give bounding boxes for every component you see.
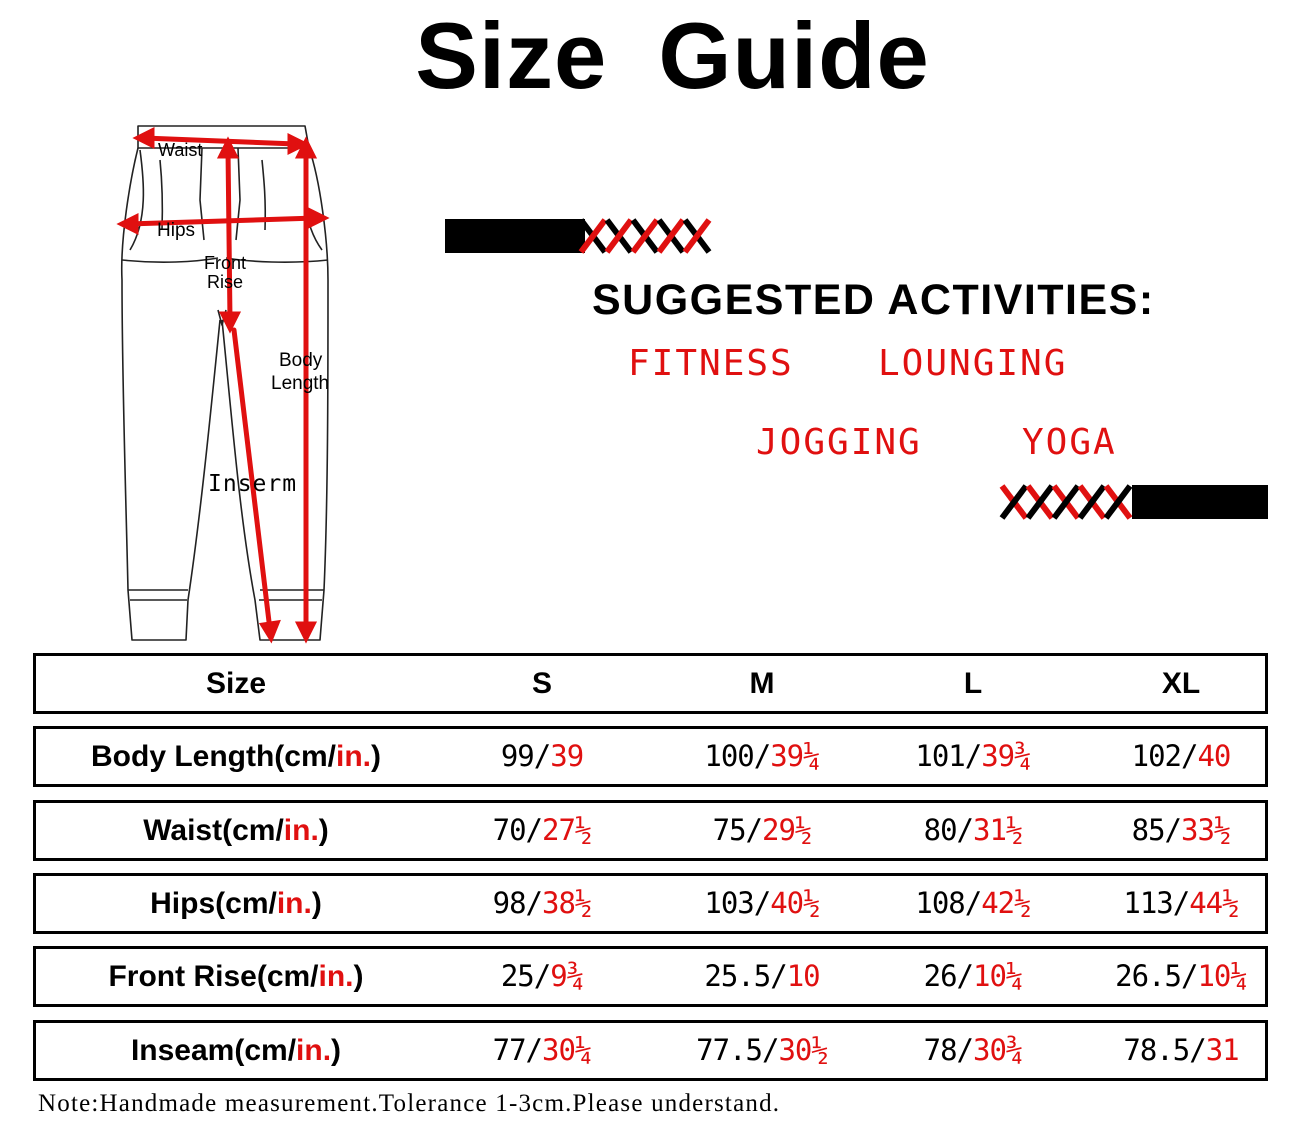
cell-l: 26/10¼ bbox=[923, 959, 1023, 993]
x-pattern-icon bbox=[998, 484, 1138, 520]
table-header-row bbox=[33, 653, 1268, 714]
decorative-bar-bottom bbox=[998, 484, 1268, 520]
cell-s: 25/9¾ bbox=[500, 959, 584, 993]
activity-lounging: LOUNGING bbox=[878, 343, 1068, 384]
inseam-label: Inserm bbox=[208, 471, 298, 497]
front-rise-label-line2: Rise bbox=[207, 272, 244, 292]
table-row bbox=[33, 726, 1268, 787]
cell-s: 77/30¼ bbox=[492, 1033, 592, 1067]
header-size-s: S bbox=[531, 667, 552, 700]
cell-xl: 113/44½ bbox=[1123, 886, 1239, 920]
page-title: Size Guide bbox=[415, 3, 930, 108]
cell-m: 100/39¼ bbox=[704, 739, 820, 773]
table-row bbox=[33, 1020, 1268, 1081]
row-label: Body Length(cm/in.) bbox=[91, 740, 381, 773]
header-size-l: L bbox=[963, 667, 983, 700]
cell-xl: 26.5/10¼ bbox=[1115, 959, 1247, 993]
cell-l: 80/31½ bbox=[923, 813, 1023, 847]
activity-jogging: JOGGING bbox=[756, 422, 922, 463]
hips-label: Hips bbox=[157, 220, 196, 241]
cell-xl: 78.5/31 bbox=[1123, 1033, 1239, 1067]
cell-m: 77.5/30½ bbox=[696, 1033, 828, 1067]
cell-m: 25.5/10 bbox=[704, 959, 820, 993]
activity-yoga: YOGA bbox=[1022, 422, 1117, 463]
cell-s: 98/38½ bbox=[492, 886, 592, 920]
cell-l: 108/42½ bbox=[915, 886, 1031, 920]
body-length-label-line1: Body bbox=[279, 350, 323, 371]
decorative-bar-top bbox=[445, 218, 720, 254]
table-row bbox=[33, 946, 1268, 1007]
front-rise-label-line1: Front bbox=[204, 253, 247, 273]
activity-fitness: FITNESS bbox=[628, 343, 794, 384]
cell-l: 101/39¾ bbox=[915, 739, 1031, 773]
row-label: Inseam(cm/in.) bbox=[130, 1034, 342, 1067]
row-label: Hips(cm/in.) bbox=[150, 887, 322, 920]
activities-heading: SUGGESTED ACTIVITIES: bbox=[592, 276, 1155, 324]
cell-xl: 102/40 bbox=[1131, 739, 1231, 773]
header-size-xl: XL bbox=[1161, 667, 1201, 700]
row-label: Front Rise(cm/in.) bbox=[108, 960, 364, 993]
row-label: Waist(cm/in.) bbox=[143, 814, 329, 847]
header-size-m: M bbox=[749, 667, 775, 700]
cell-l: 78/30¾ bbox=[923, 1033, 1023, 1067]
cell-s: 70/27½ bbox=[492, 813, 592, 847]
cell-xl: 85/33½ bbox=[1131, 813, 1231, 847]
table-row bbox=[33, 800, 1268, 861]
table-row bbox=[33, 873, 1268, 934]
cell-s: 99/39 bbox=[500, 739, 584, 773]
cell-m: 103/40½ bbox=[704, 886, 820, 920]
x-pattern-icon bbox=[577, 218, 717, 254]
header-size: Size bbox=[205, 667, 267, 700]
measurement-note: Note:Handmade measurement.Tolerance 1-3cm.Please understand. bbox=[38, 1090, 781, 1117]
waist-label: Waist bbox=[158, 140, 203, 160]
cell-m: 75/29½ bbox=[712, 813, 812, 847]
body-length-label-line2: Length bbox=[271, 373, 330, 394]
pants-diagram bbox=[100, 120, 360, 650]
